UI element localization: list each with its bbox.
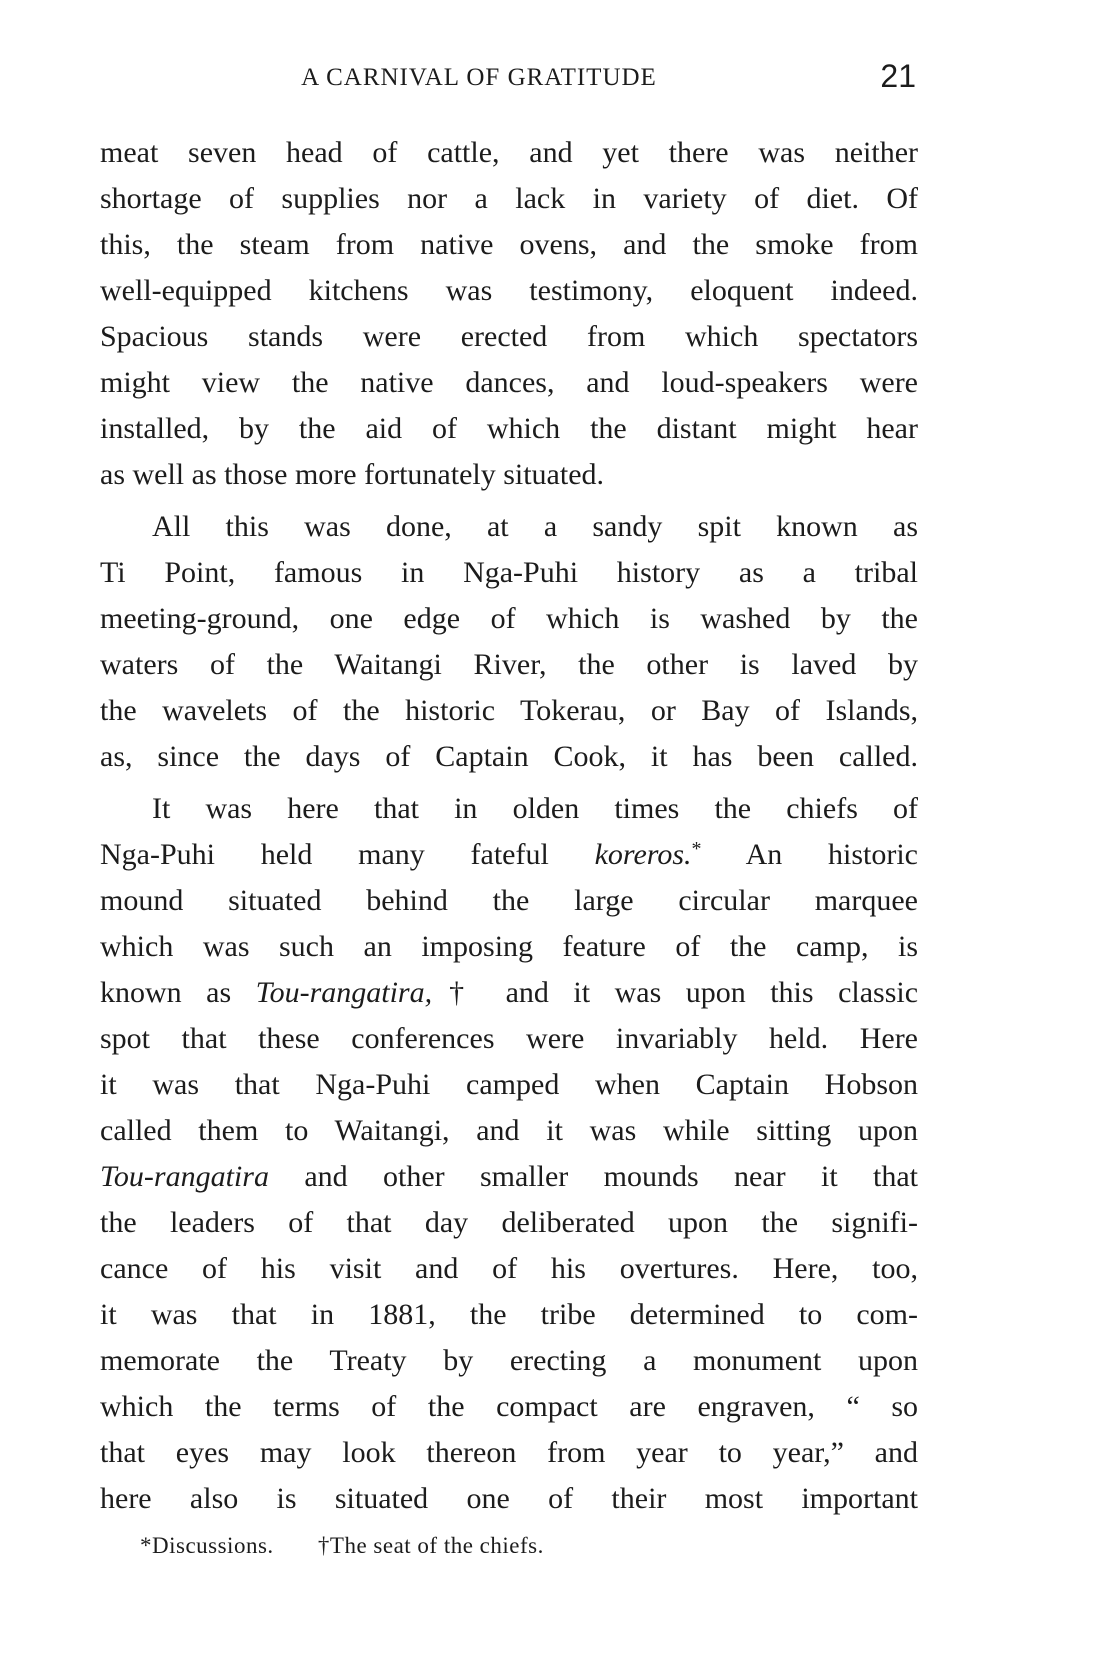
italic-term-koreros: koreros. — [594, 838, 692, 871]
text-line: All this was done, at a sandy spit known as — [152, 510, 918, 543]
footnote: †The seat of the chiefs. — [317, 1533, 544, 1558]
text-line: which was such an imposing feature of the camp, is — [100, 930, 918, 963]
body-text — [100, 130, 918, 1522]
paragraph — [100, 504, 918, 780]
text-fragment: known as — [100, 976, 232, 1009]
paragraph — [100, 786, 918, 1522]
text-line: shortage of supplies nor a lack in variety of diet. Of — [100, 182, 918, 215]
text-line: that eyes may look thereon from year to year,” and — [100, 1436, 918, 1469]
text-line: memorate the Treaty by erecting a monument upon — [100, 1344, 918, 1377]
text-line: which the terms of the compact are engraven, “ so — [100, 1390, 918, 1423]
footnote-marker: * — [691, 838, 702, 860]
text-line: cance of his visit and of his overtures. Here, too, — [100, 1252, 918, 1285]
text-fragment: and other smaller mounds near it that — [304, 1160, 918, 1193]
running-head — [100, 58, 918, 102]
italic-term-tou-rangatira: Tou-rangatira — [100, 1160, 269, 1193]
footnote-marker: † — [432, 976, 482, 1009]
text-line: well-equipped kitchens was testimony, eloquent indeed. — [100, 274, 918, 307]
text-line: here also is situated one of their most important — [100, 1482, 918, 1515]
text-line — [100, 1154, 918, 1200]
text-line: It was here that in olden times the chiefs of — [152, 792, 918, 825]
paragraph — [100, 130, 918, 498]
footnote: *Discussions. — [140, 1533, 274, 1558]
text-line: mound situated behind the large circular marquee — [100, 884, 918, 917]
text-line: this, the steam from native ovens, and the smoke from — [100, 228, 918, 261]
text-line: it was that Nga-Puhi camped when Captain Hobson — [100, 1068, 918, 1101]
text-fragment: An historic — [745, 838, 918, 871]
text-line: meat seven head of cattle, and yet there was neither — [100, 136, 918, 169]
text-line: waters of the Waitangi River, the other is laved by — [100, 648, 918, 681]
text-line: the leaders of that day deliberated upon the signifi- — [100, 1206, 918, 1239]
text-line: the wavelets of the historic Tokerau, or Bay of Islands, — [100, 694, 918, 727]
text-line: it was that in 1881, the tribe determined to com- — [100, 1298, 918, 1331]
text-line — [100, 970, 918, 1016]
running-title: A CARNIVAL OF GRATITUDE — [301, 64, 657, 91]
text-fragment: Nga-Puhi held many fateful — [100, 838, 549, 871]
text-line: Spacious stands were erected from which spectators — [100, 320, 918, 353]
text-line: installed, by the aid of which the distant might hear — [100, 412, 918, 445]
text-fragment: and it was upon this classic — [505, 976, 919, 1009]
text-line: Ti Point, famous in Nga-Puhi history as a tribal — [100, 556, 918, 589]
text-line: as, since the days of Captain Cook, it has been called. — [100, 740, 918, 773]
text-line: as well as those more fortunately situated. — [100, 458, 605, 491]
text-line: might view the native dances, and loud-speakers were — [100, 366, 918, 399]
page-number: 21 — [880, 58, 916, 94]
italic-term-tou-rangatira: Tou-rangatira, — [255, 976, 433, 1009]
text-line: meeting-ground, one edge of which is washed by the — [100, 602, 918, 635]
text-line: spot that these conferences were invariably held. Here — [100, 1022, 918, 1055]
text-line: called them to Waitangi, and it was while sitting upon — [100, 1114, 918, 1147]
text-line — [100, 832, 918, 878]
footnotes — [140, 1533, 840, 1559]
